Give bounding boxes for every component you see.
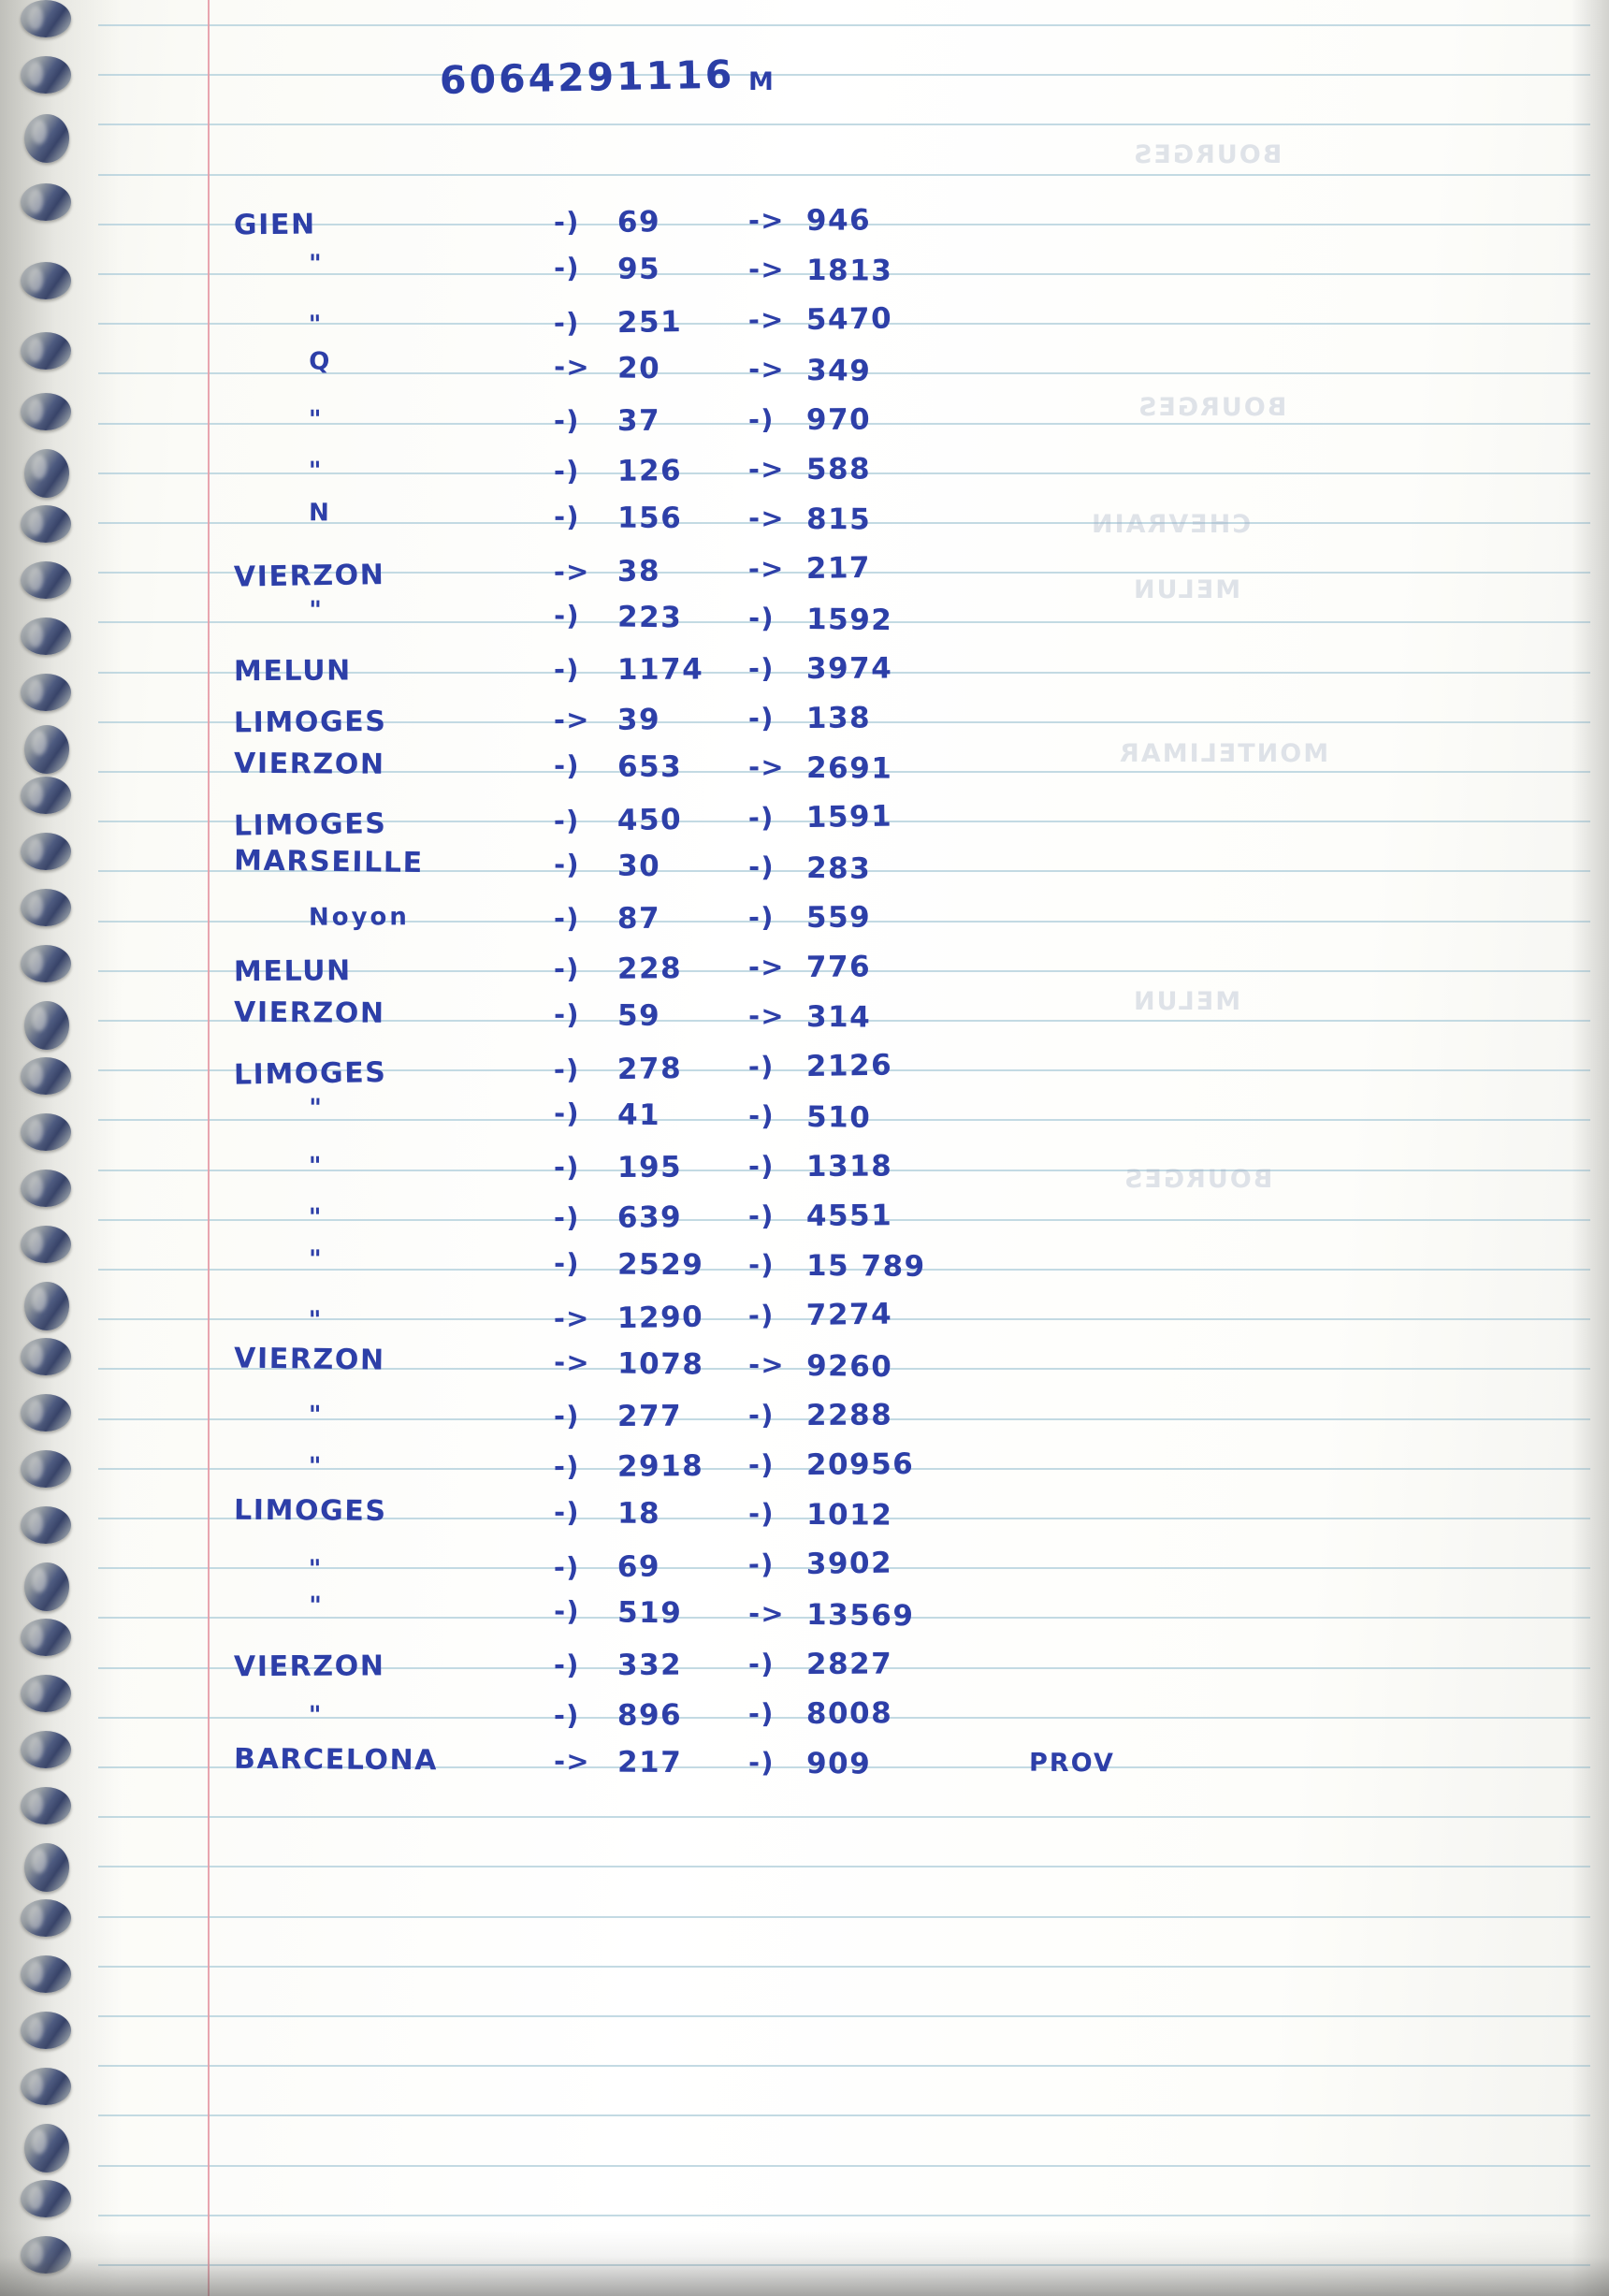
entry-arrow-first: -) [553,306,580,340]
entry-arrow-first: -) [553,252,580,284]
entry-place: " [308,405,325,434]
entry-place: " [308,1452,325,1481]
entry-value-second: 510 [805,1100,872,1135]
rule-line [98,24,1590,26]
entry-place: N [308,499,332,528]
entry-place: " [308,250,325,279]
bleed-through-text: MELUN [1132,987,1241,1016]
entry-arrow-first: -) [553,1699,580,1732]
entry-arrow-first: -) [553,848,581,881]
entry-value-first: 639 [616,1200,683,1235]
page-shadow-left [0,0,122,2296]
entry-place: " [308,1555,325,1584]
entry-place: " [308,311,325,340]
bleed-through-text: MONTELIMAR [1118,739,1329,768]
entry-arrow-second: -) [747,1199,775,1232]
entry-arrow-second: -) [747,652,775,685]
entry-value-first: 1078 [616,1346,704,1382]
entry-value-first: 2918 [616,1448,704,1484]
entry-value-second: 2827 [805,1647,893,1681]
entry-value-first: 37 [616,403,661,439]
entry-place: " [308,1401,325,1430]
entry-value-first: 217 [616,1745,683,1780]
rule-line [98,2165,1590,2167]
entry-value-second: 217 [805,550,872,586]
entry-arrow-first: -> [553,1745,590,1778]
entry-value-first: 1290 [616,1300,704,1336]
entry-arrow-second: -) [747,403,775,436]
entry-arrow-second: -> [747,501,785,534]
entry-arrow-second: -) [747,1648,775,1680]
entry-arrow-first: -) [553,1550,580,1584]
entry-value-first: 251 [616,305,683,341]
entry-place: Noyon [308,903,410,932]
entry-place: " [308,1306,325,1335]
entry-value-second: 1592 [805,603,893,638]
entry-arrow-second: -> [747,204,785,237]
rule-line [98,124,1590,125]
entry-arrow-first: -) [553,1496,580,1529]
entry-arrow-first: -) [553,749,580,782]
entry-value-second: 9260 [805,1349,893,1385]
entry-arrow-second: -) [747,1399,775,1431]
entry-value-second: 588 [805,452,872,487]
entry-arrow-second: -) [747,1746,775,1779]
entry-value-second: 1591 [805,799,893,835]
entry-value-first: 653 [616,749,683,785]
entry-arrow-first: -) [553,952,580,985]
entry-arrow-second: -) [747,1697,775,1730]
entry-arrow-first: -) [553,653,580,686]
entry-arrow-second: -) [747,1548,775,1580]
entry-value-second: 13569 [805,1598,915,1634]
entry-value-first: 156 [616,501,683,536]
entry-place: " [308,1094,325,1123]
entry-arrow-first: -) [553,1594,581,1628]
entry-place: " [308,1152,325,1181]
entry-arrow-second: -> [747,1597,786,1630]
entry-arrow-first: -) [553,1400,580,1432]
entry-arrow-first: -) [553,1151,580,1184]
entry-value-second: 138 [805,701,872,735]
entry-arrow-second: -) [747,1150,775,1183]
entry-place: BARCELONA [233,1742,439,1778]
bleed-through-text: BOURGES [1123,1165,1273,1194]
entry-value-second: 20956 [805,1446,915,1482]
entry-arrow-first: -) [553,501,580,533]
bleed-through-text: BOURGES [1132,140,1283,169]
entry-place: GIEN [233,208,316,242]
entry-value-first: 277 [616,1399,683,1434]
entry-place: " [308,596,325,625]
entry-value-first: 278 [616,1052,683,1087]
rule-line [98,1916,1590,1918]
entry-arrow-first: -) [553,206,580,239]
entry-arrow-first: -) [553,1097,581,1130]
entry-value-second: 7274 [805,1297,893,1332]
entry-arrow-second: -) [747,1448,775,1481]
entry-arrow-first: -) [553,1247,580,1280]
entry-value-second: 314 [805,1000,872,1035]
entry-value-first: 87 [616,901,661,937]
entry-value-second: 776 [805,950,872,984]
entry-arrow-first: -) [553,902,580,935]
entry-value-second: 5470 [805,301,893,337]
entry-arrow-first: -> [553,1301,590,1335]
entry-note: PROV [1028,1748,1115,1779]
rule-line [98,174,1590,176]
entry-arrow-first: -) [553,455,580,487]
entry-place: VIERZON [233,747,385,781]
entry-value-first: 1174 [616,652,704,688]
entry-arrow-second: -> [747,750,785,783]
entry-arrow-second: -> [747,951,785,983]
entry-value-first: 30 [616,849,661,884]
entry-value-second: 15 789 [805,1249,926,1284]
entry-arrow-second: -) [747,901,775,934]
entry-value-second: 3974 [805,651,893,686]
entry-arrow-first: -) [553,599,581,632]
entry-place: MELUN [233,654,352,689]
entry-value-first: 39 [616,703,661,737]
page-title: 6064291116 [439,51,735,103]
entry-value-second: 1012 [805,1498,893,1533]
entry-arrow-second: -> [747,353,786,385]
entry-place: VIERZON [233,559,385,594]
entry-value-first: 126 [616,454,683,488]
entry-place: LIMOGES [233,1056,387,1092]
entry-value-first: 18 [616,1496,661,1531]
entry-arrow-second: -> [747,303,785,336]
entry-arrow-first: -) [553,804,580,837]
entry-value-second: 3902 [805,1546,893,1581]
rule-line [98,1866,1590,1867]
entry-value-first: 69 [616,205,661,240]
entry-place: VIERZON [233,1649,385,1684]
entry-arrow-second: -> [747,1348,786,1381]
rule-line [98,2015,1590,2017]
rule-line [98,2114,1590,2116]
entry-arrow-first: -) [553,998,580,1031]
rule-line [98,2065,1590,2067]
page-shadow-bottom [0,2231,1609,2296]
entry-value-first: 195 [616,1150,683,1185]
entry-place: MELUN [233,954,352,989]
entry-value-second: 559 [805,900,872,935]
entry-value-first: 228 [616,952,683,986]
entry-value-second: 970 [805,402,872,437]
entry-arrow-second: -> [747,453,785,486]
entry-value-first: 41 [616,1097,661,1133]
entry-arrow-second: -) [747,1248,775,1281]
entry-place: LIMOGES [233,807,387,843]
entry-place: VIERZON [233,1342,385,1377]
entry-value-second: 8008 [805,1696,893,1731]
entry-value-second: 1318 [805,1149,893,1184]
entry-arrow-second: -) [747,1050,775,1083]
entry-arrow-first: -) [553,1649,580,1681]
entry-arrow-first: -> [553,555,590,589]
entry-value-first: 896 [616,1698,683,1733]
entry-value-second: 909 [805,1747,872,1781]
entry-value-second: 946 [805,203,872,238]
entry-value-second: 2126 [805,1048,893,1083]
entry-arrow-second: -) [747,1299,775,1331]
entry-arrow-second: -) [747,1497,775,1530]
page-shadow-right [1572,0,1609,2296]
entry-place: LIMOGES [233,1493,387,1528]
entry-place: LIMOGES [233,705,387,740]
entry-value-second: 2691 [805,751,893,786]
entry-value-second: 1813 [805,254,893,288]
bleed-through-text: BOURGES [1137,393,1287,422]
page-title-suffix: M [748,67,776,96]
entry-value-second: 2288 [805,1398,893,1432]
entry-value-second: 4551 [805,1199,893,1233]
entry-arrow-second: -) [747,702,775,734]
entry-arrow-second: -) [747,1099,776,1132]
rule-line [98,1966,1590,1968]
entry-value-first: 95 [616,252,661,286]
entry-arrow-second: -) [747,801,775,834]
entry-value-first: 519 [616,1595,683,1631]
entry-arrow-first: -> [553,1345,591,1379]
entry-place: " [308,1245,325,1274]
entry-place: " [308,457,325,486]
entry-arrow-first: -> [553,350,591,384]
entry-arrow-second: -) [747,602,776,634]
entry-value-first: 69 [616,1549,661,1585]
entry-arrow-second: -> [747,253,785,285]
entry-arrow-first: -) [553,1450,580,1483]
entry-place: " [308,1203,325,1232]
entry-place: " [308,1701,325,1730]
entry-place: VIERZON [233,995,385,1030]
entry-arrow-first: -) [553,1053,580,1086]
bleed-through-text: CHEVRAIN [1090,510,1252,539]
entry-arrow-second: -) [747,850,776,883]
bleed-through-text: MELUN [1132,575,1241,604]
entry-place: " [308,1591,325,1620]
entry-value-second: 815 [805,502,872,537]
entry-arrow-first: -) [553,1201,580,1234]
entry-value-first: 38 [616,554,661,589]
entry-place: MARSEILLE [233,844,424,880]
entry-value-first: 450 [616,803,683,838]
entry-arrow-second: -> [747,999,785,1032]
entry-arrow-first: -) [553,404,580,437]
rule-line [98,1816,1590,1818]
entry-value-first: 2529 [616,1247,704,1283]
entry-value-first: 20 [616,351,661,386]
entry-arrow-second: -> [747,552,785,585]
entry-arrow-first: -> [553,704,590,736]
entry-value-second: 283 [805,851,872,886]
entry-value-first: 332 [616,1648,683,1683]
rule-line [98,2215,1590,2216]
entry-value-second: 349 [805,354,872,388]
entry-value-first: 59 [616,998,661,1033]
entry-value-first: 223 [616,600,683,635]
rule-line [98,74,1590,76]
entry-place: Q [308,347,333,376]
